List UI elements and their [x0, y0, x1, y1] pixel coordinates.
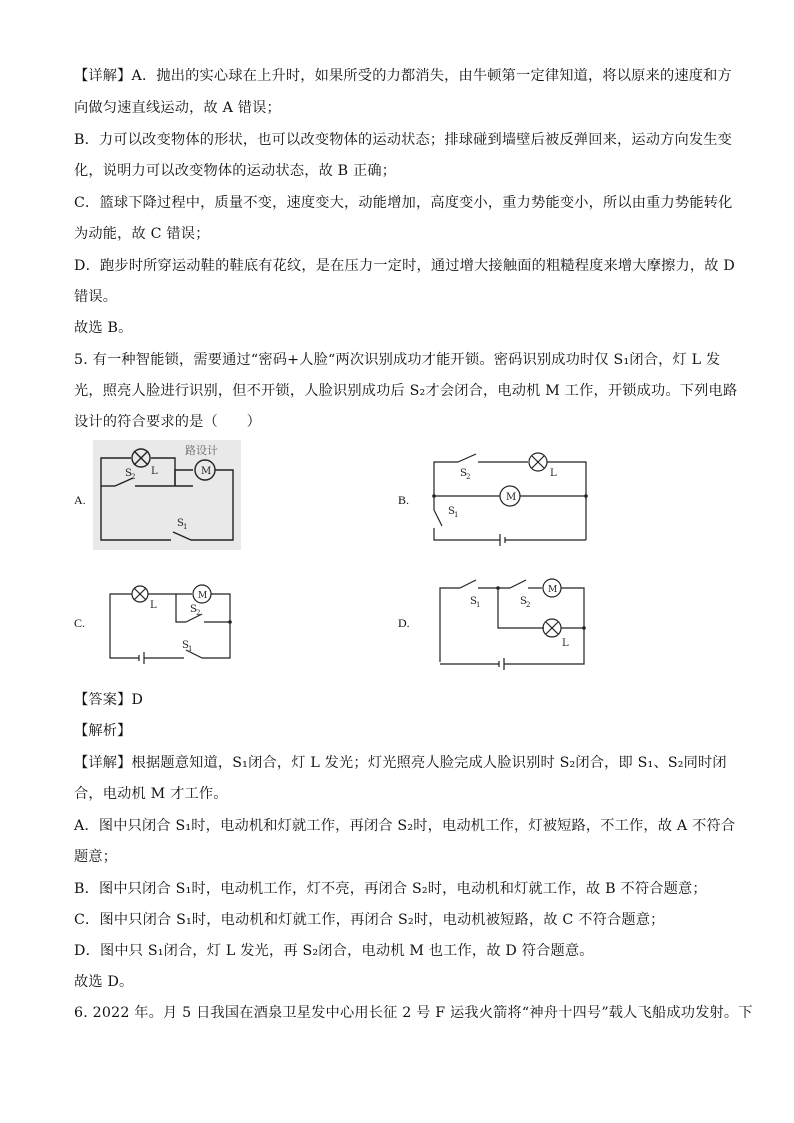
option-d-label: D.: [398, 616, 410, 630]
circuit-diagram-a: [93, 440, 241, 550]
motor-label: M: [506, 492, 517, 503]
svg-text:1: 1: [476, 601, 481, 609]
svg-text:2: 2: [131, 473, 136, 481]
text-line: 为动能，故 C 错误；: [74, 226, 210, 242]
question-line: 5. 有一种智能锁，需要通过“密码+人脸“两次识别成功才能开锁。密码识别成功时仅 S₁闭合，灯 L 发: [74, 352, 721, 368]
svg-text:2: 2: [196, 609, 201, 617]
question-line: 6. 2022 年。月 5 日我国在酒泉卫星发中心用长征 2 号 F 运我火箭将“神舟十四号”载人飞船成功发射。下: [74, 1005, 753, 1021]
svg-text:1: 1: [183, 523, 188, 531]
text-line: 【详解】A．抛出的实心球在上升时，如果所受的力都消失，由牛顿第一定律知道，将以原来的速度和方: [74, 68, 732, 84]
motor-label: M: [201, 466, 212, 477]
switch-s2-label: S: [125, 468, 132, 479]
photo-background-text: 路设计: [185, 444, 218, 457]
text-line: 合，电动机 M 才工作。: [74, 786, 228, 802]
switch-icon: [510, 580, 526, 588]
option-b-label: B.: [398, 493, 410, 507]
lamp-label: L: [562, 638, 569, 649]
lamp-label: L: [150, 600, 157, 611]
text-line: 故选 D。: [74, 974, 134, 990]
text-line: 错误。: [74, 289, 118, 305]
svg-text:2: 2: [466, 473, 471, 481]
text-line: A．图中只闭合 S₁时，电动机和灯就工作，再闭合 S₂时，电动机工作，灯被短路，不工作，故 A 不符合: [74, 818, 736, 834]
switch-s1-label: S: [182, 640, 189, 651]
question-line: 设计的符合要求的是（ ）: [74, 414, 262, 430]
svg-text:2: 2: [526, 601, 531, 609]
motor-label: M: [198, 591, 208, 601]
switch-s1-label: S: [470, 596, 477, 607]
option-a-label: A.: [74, 493, 86, 507]
text-line: D．跑步时所穿运动鞋的鞋底有花纹，是在压力一定时，通过增大接触面的粗糙程度来增大摩擦力，故 D: [74, 258, 735, 274]
circuit-diagram-c: [104, 582, 240, 666]
answer-line: 【答案】D: [74, 692, 144, 708]
switch-s1-label: S: [448, 506, 455, 517]
text-line: C．篮球下降过程中，质量不变，速度变大，动能增加，高度变小，重力势能变小，所以由重力势能转化: [74, 195, 733, 211]
switch-icon: [460, 580, 476, 588]
text-line: C．图中只闭合 S₁时，电动机和灯就工作，再闭合 S₂时，电动机被短路，故 C 不符合题意；: [74, 912, 665, 928]
svg-text:1: 1: [188, 645, 193, 653]
text-line: 故选 B。: [74, 320, 133, 336]
text-line: 化，说明力可以改变物体的运动状态，故 B 正确；: [74, 163, 397, 179]
lamp-label: L: [151, 466, 158, 477]
text-line: 题意；: [74, 849, 118, 865]
switch-s1-label: S: [177, 518, 184, 529]
text-line: 向做匀速直线运动，故 A 错误；: [74, 100, 281, 116]
switch-s2-label: S: [520, 596, 527, 607]
text-line: 【详解】根据题意知道，S₁闭合，灯 L 发光；灯光照亮人脸完成人脸识别时 S₂闭合，即 S₁、S₂同时闭: [74, 755, 727, 771]
svg-text:1: 1: [454, 511, 459, 519]
circuit-diagram-d: [434, 576, 594, 672]
lamp-label: L: [550, 468, 557, 479]
circuit-diagram-b: [428, 448, 592, 554]
switch-icon: [458, 454, 476, 462]
text-line: B．图中只闭合 S₁时，电动机工作，灯不亮，再闭合 S₂时，电动机和灯就工作，故 B 不符合题意；: [74, 881, 707, 897]
text-line: B．力可以改变物体的形状，也可以改变物体的运动状态；排球碰到墙壁后被反弹回来，运动方向发生变: [74, 132, 733, 148]
analysis-heading: 【解析】: [74, 723, 132, 739]
text-line: D．图中只 S₁闭合，灯 L 发光，再 S₂闭合，电动机 M 也工作，故 D 符合题意。: [74, 943, 594, 959]
switch-icon: [434, 510, 442, 526]
motor-label: M: [548, 585, 558, 595]
question-line: 光，照亮人脸进行识别，但不开锁，人脸识别成功后 S₂才会闭合，电动机 M 工作，开锁成功。下列电路: [74, 383, 738, 399]
option-c-label: C.: [74, 616, 86, 630]
switch-s2-label: S: [460, 468, 467, 479]
switch-s2-label: S: [190, 604, 197, 615]
